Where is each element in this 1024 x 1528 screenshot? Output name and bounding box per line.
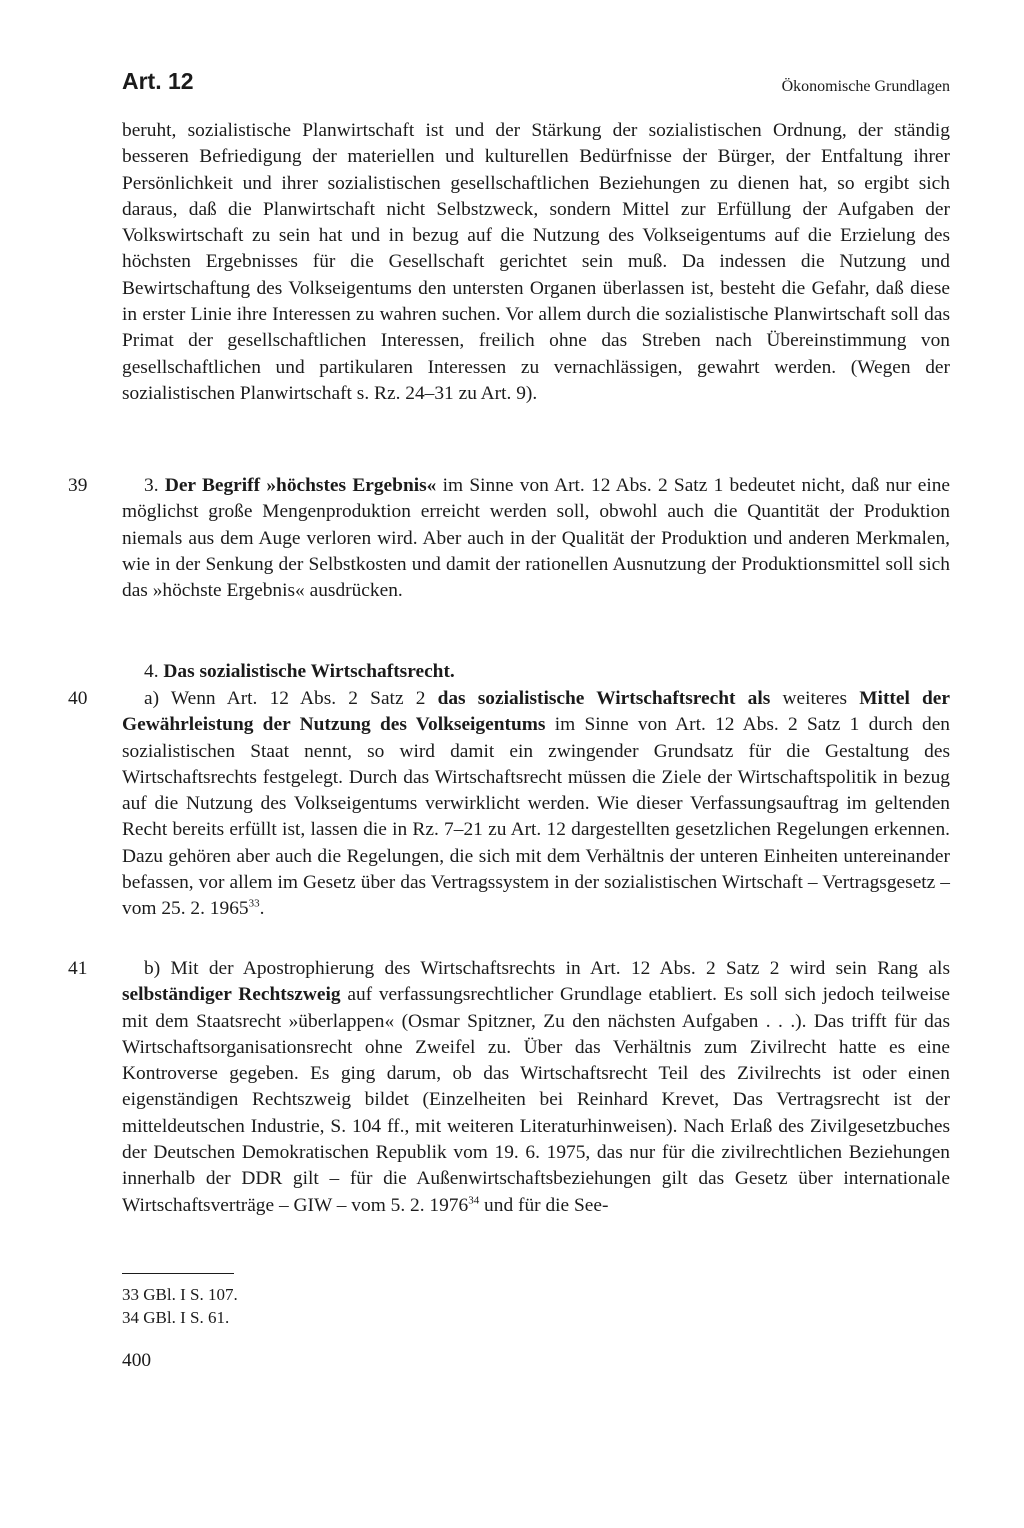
margin-number-40: 40 <box>68 688 88 709</box>
running-head-section: Ökonomische Grundlagen <box>781 78 950 95</box>
paragraph-40 <box>122 686 950 923</box>
paragraph-text: a) Wenn Art. 12 Abs. 2 Satz 2 <box>144 688 438 709</box>
section-number: 3. <box>144 475 165 496</box>
page-number: 400 <box>122 1350 152 1371</box>
bold-term: Mittel der Gewährleistung der Nutzung des Volkseigentums <box>122 688 951 736</box>
footnote-ref-34: 34 <box>468 1194 480 1207</box>
paragraph-text: . <box>259 898 265 920</box>
paragraph-text: im Sinne von Art. 12 Abs. 2 Satz 1 bedeutet nicht, daß nur eine möglichst große Mengenproduktion erreicht werden soll, obwohl auch die Quantität der Produktion niemals aus dem Auge verloren wird. Aber auch in der Qualität der Produktion und anderen Merkmalen, wie in der Senkung der Selbstkosten und damit der rationellen Ausnutzung der Produktionsmittel soll sich das »höchste Ergebnis« ausdrücken. <box>122 475 951 602</box>
section-number: 4. <box>144 661 164 682</box>
section-heading <box>122 659 950 685</box>
paragraph-39 <box>122 473 950 604</box>
running-head-article: Art. 12 <box>122 68 194 94</box>
paragraph-continuation <box>122 118 950 407</box>
section-title: Das sozialistische Wirtschaftsrecht. <box>163 661 455 682</box>
paragraph-text: b) Mit der Apostrophierung des Wirtschaftsrechts in Art. 12 Abs. 2 Satz 2 wird sein Rang als <box>144 958 950 979</box>
footnote-33: 33 GBl. I S. 107. <box>122 1285 238 1304</box>
bold-term: selbständiger Rechtszweig <box>122 984 341 1006</box>
margin-number-41: 41 <box>68 958 88 979</box>
footnote-divider <box>122 1273 234 1274</box>
paragraph-text: im Sinne von Art. 12 Abs. 2 Satz 1 durch den sozialistischen Staat nennt, so wird damit ein zwingender Grundsatz für die Gestaltung des Wirtschaftsrechts festgelegt. Durch das Wirtschaftsrecht müssen die Ziele der Wirtschaftspolitik in bezug auf die Nutzung des Volkseigentums verwirklicht werden. Wie dieser Verfassungsauftrag im geltenden Recht bereits erfüllt ist, lassen die in Rz. 7–21 zu Art. 12 dargestellten gesetzlichen Regelungen erkennen. Dazu gehören aber auch die Regelungen, die sich mit dem Verhältnis der unteren Einheiten untereinander befassen, vor allem im Gesetz über das Vertragssystem in der sozialistischen Wirtschaft – Vertragsgesetz – vom 25. 2. 1965 <box>122 714 950 920</box>
paragraph-text: beruht, sozialistische Planwirtschaft ist und der Stärkung der sozialistischen Ordnung, der ständig besseren Befriedigung der materiellen und kulturellen Bedürfnisse der Bürger, der Entfaltung ihrer Persönlichkeit und ihrer sozialistischen gesellschaftlichen Beziehungen zu dienen hat, so ergibt sich daraus, daß die Planwirtschaft nicht Selbstzweck, sondern Mittel zur Erfüllung der Aufgaben der Volkswirtschaft zu sein hat und in bezug auf die Nutzung des Volkseigentums auf die Erzielung des höchsten Ergebnisses für die Gesellschaft gerichtet sein muß. Da indessen die Nutzung und Bewirtschaftung des Volkseigentums den untersten Organen überlassen ist, besteht die Gefahr, daß diese in erster Linie ihre Interessen zu wahren suchen. Vor allem durch die sozialistische Planwirtschaft soll das Primat der gesellschaftlichen Interessen, freilich ohne das Streben nach Übereinstimmung von gesellschaftlichen und partikularen Interessen zu vernachlässigen, gewahrt werden. (Wegen der sozialistischen Planwirtschaft s. Rz. 24–31 zu Art. 9). <box>122 120 950 404</box>
paragraph-41 <box>122 956 950 1219</box>
bold-term: Der Begriff »höchstes Ergebnis« <box>164 475 437 496</box>
footnote-34: 34 GBl. I S. 61. <box>122 1308 230 1327</box>
bold-term: das sozialistische Wirtschaftsrecht als <box>437 688 771 709</box>
margin-number-39: 39 <box>68 475 88 496</box>
paragraph-text: weiteres <box>770 688 860 709</box>
paragraph-text: und für die See- <box>479 1194 609 1216</box>
paragraph-text: auf verfassungsrechtlicher Grundlage etabliert. Es soll sich jedoch teilweise mit dem Staatsrecht »überlappen« (Osmar Spitzner, Zu den nächsten Aufgaben . . .). Das trifft für das Wirtschaftsorganisationsrecht ohne Zweifel zu. Über das Verhältnis zum Zivilrecht hatte es eine Kontroverse gegeben. Es ging darum, ob das Wirtschaftsrecht Teil des Zivilrechts ist oder einen eigenständigen Rechtszweig bildet (Einzelheiten bei Reinhard Krevet, Das Vertragsrecht ist der mitteldeutschen Industrie, S. 104 ff., mit weiteren Literaturhinweisen). Nach Erlaß des Zivilgesetzbuches der Deutschen Demokratischen Republik vom 19. 6. 1975, das nur für die zivilrechtlichen Beziehungen innerhalb der DDR gilt – für die Außenwirtschaftsbeziehungen gilt das Gesetz über internationale Wirtschaftsverträge – GIW – vom 5. 2. 1976 <box>122 984 950 1216</box>
footnote-ref-33: 33 <box>248 897 260 910</box>
